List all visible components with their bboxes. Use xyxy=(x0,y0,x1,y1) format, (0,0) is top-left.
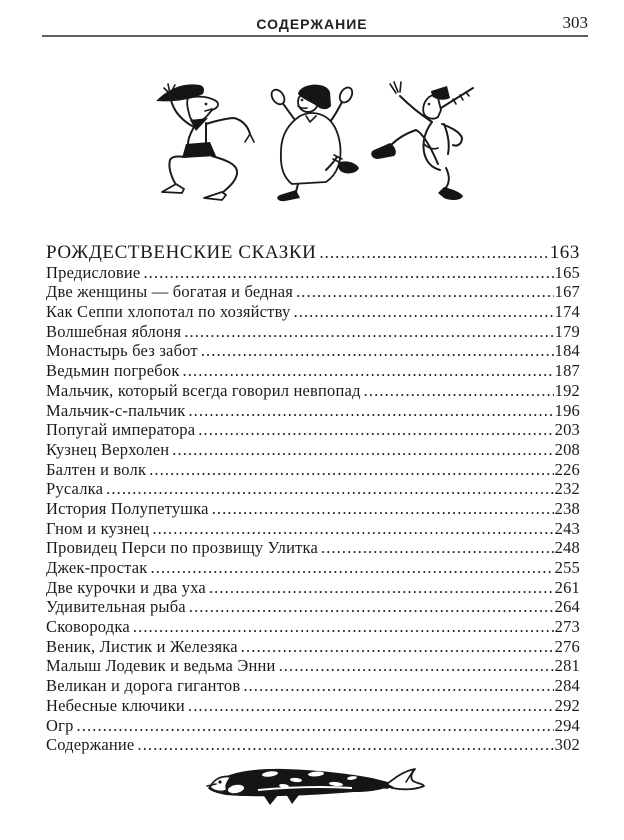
toc-leader-dots xyxy=(319,243,548,263)
toc-entry-title: Попугай императора xyxy=(46,420,196,440)
toc-entry-page: 281 xyxy=(554,656,580,676)
toc-entry-title: Предисловие xyxy=(46,262,141,282)
toc-entry xyxy=(46,696,580,716)
toc-leader-dots xyxy=(151,558,554,578)
toc-entry-page: 238 xyxy=(554,498,580,518)
toc-entry-page: 264 xyxy=(554,597,580,617)
toc-entry-title: Малыш Лодевик и ведьма Энни xyxy=(46,656,276,676)
toc-entry xyxy=(46,381,580,401)
toc-entry-title: Балтен и волк xyxy=(46,459,147,479)
toc-entry-page: 284 xyxy=(554,676,580,696)
toc-entry-page: 208 xyxy=(554,439,580,459)
running-head xyxy=(0,0,624,38)
toc-entry xyxy=(46,499,580,519)
toc-entry-page: 184 xyxy=(554,341,580,361)
toc-leader-dots xyxy=(209,578,554,598)
toc-entry xyxy=(46,538,580,558)
toc-entry-page: 276 xyxy=(554,636,580,656)
dancer-middle xyxy=(269,85,359,201)
toc-entry xyxy=(46,558,580,578)
toc-entry xyxy=(46,401,580,421)
toc-leader-dots xyxy=(188,696,554,716)
dancer-right xyxy=(371,82,473,200)
toc-entry-page: 243 xyxy=(554,518,580,538)
toc-leader-dots xyxy=(189,597,554,617)
toc-entry-page: 167 xyxy=(554,282,580,302)
toc-entry-title: Провидец Перси по прозвищу Улитка xyxy=(46,538,319,558)
toc-leader-dots xyxy=(293,302,553,322)
toc-entry-title: Огр xyxy=(46,715,74,735)
toc-entry xyxy=(46,479,580,499)
toc-entry xyxy=(46,676,580,696)
toc-entry-title: Сковородка xyxy=(46,617,130,637)
toc-entry xyxy=(46,361,580,381)
toc-entry xyxy=(46,440,580,460)
toc-entry-page: 261 xyxy=(554,577,580,597)
toc-entry-title: Великан и дорога гигантов xyxy=(46,676,241,696)
toc-entry-page: 179 xyxy=(554,321,580,341)
toc-entry-page: 292 xyxy=(554,695,580,715)
toc-leader-dots xyxy=(152,519,553,539)
toc-entry-page: 192 xyxy=(554,380,580,400)
toc-entry xyxy=(46,322,580,342)
toc-entry xyxy=(46,735,580,755)
toc-leader-dots xyxy=(133,617,554,637)
toc-entry xyxy=(46,617,580,637)
toc-entry-title: Русалка xyxy=(46,479,104,499)
toc-entry xyxy=(46,519,580,539)
toc-leader-dots xyxy=(77,716,554,736)
toc-entry-title: Мальчик-с-пальчик xyxy=(46,400,186,420)
toc-entry-title: РОЖДЕСТВЕНСКИЕ СКАЗКИ xyxy=(46,242,317,263)
toc-leader-dots xyxy=(279,656,554,676)
toc-entry-page: 232 xyxy=(554,479,580,499)
toc-entry-title: Две женщины — богатая и бедная xyxy=(46,282,294,302)
toc-entry xyxy=(46,341,580,361)
toc-entry xyxy=(46,578,580,598)
toc-entry-title: Удивительная рыба xyxy=(46,597,186,617)
toc-entry-page: 187 xyxy=(554,361,580,381)
toc-leader-dots xyxy=(137,735,553,755)
page-title: СОДЕРЖАНИЕ xyxy=(256,16,368,32)
toc-leader-dots xyxy=(172,440,553,460)
toc-entry-title: Волшебная яблоня xyxy=(46,321,182,341)
toc-leader-dots xyxy=(241,637,554,657)
toc-leader-dots xyxy=(149,460,553,480)
toc-leader-dots xyxy=(184,322,553,342)
toc-entry xyxy=(46,263,580,283)
toc-entry-page: 174 xyxy=(554,302,580,322)
toc-entry-page: 203 xyxy=(554,420,580,440)
toc-entry-title: Кузнец Верхолен xyxy=(46,439,170,459)
toc-entry xyxy=(46,637,580,657)
toc-entry-page: 163 xyxy=(549,242,580,263)
toc-leader-dots xyxy=(106,479,553,499)
dancer-left xyxy=(156,84,254,200)
toc-leader-dots xyxy=(321,538,554,558)
dancers-illustration xyxy=(148,72,478,208)
toc-entry-page: 165 xyxy=(554,262,580,282)
toc-entry-title: Ведьмин погребок xyxy=(46,361,180,381)
toc-entry-page: 248 xyxy=(554,538,580,558)
toc-entry xyxy=(46,420,580,440)
header-rule xyxy=(42,35,588,37)
toc-entry xyxy=(46,302,580,322)
table-of-contents xyxy=(46,243,580,755)
toc-leader-dots xyxy=(212,499,554,519)
toc-entry-title: Две курочки и два уха xyxy=(46,577,206,597)
toc-leader-dots xyxy=(183,361,554,381)
toc-entry-title: История Полупетушка xyxy=(46,498,209,518)
toc-entry-page: 226 xyxy=(554,459,580,479)
toc-entry-title: Гном и кузнец xyxy=(46,518,150,538)
toc-leader-dots xyxy=(243,676,553,696)
toc-leader-dots xyxy=(364,381,554,401)
toc-leader-dots xyxy=(188,401,553,421)
toc-leader-dots xyxy=(198,420,553,440)
toc-entry xyxy=(46,243,580,263)
toc-entry-page: 255 xyxy=(554,558,580,577)
toc-entry-title: Веник, Листик и Железяка xyxy=(46,636,238,656)
toc-entry xyxy=(46,282,580,302)
toc-leader-dots xyxy=(143,263,553,283)
fish-illustration xyxy=(200,762,428,808)
toc-entry-title: Небесные ключики xyxy=(46,695,185,715)
toc-entry-page: 302 xyxy=(554,735,580,755)
toc-entry-title: Как Сеппи хлопотал по хозяйству xyxy=(46,302,291,322)
toc-leader-dots xyxy=(201,341,554,361)
toc-entry-title: Мальчик, который всегда говорил невпопад xyxy=(46,380,361,400)
toc-entry-title: Содержание xyxy=(46,735,135,755)
toc-entry-page: 196 xyxy=(554,400,580,420)
toc-leader-dots xyxy=(296,282,554,302)
toc-entry-page: 294 xyxy=(554,715,580,735)
toc-entry xyxy=(46,597,580,617)
page-number: 303 xyxy=(562,13,588,32)
toc-entry-page: 273 xyxy=(554,617,580,637)
toc-entry xyxy=(46,460,580,480)
toc-entry-title: Джек-простак xyxy=(46,558,148,577)
toc-entry xyxy=(46,656,580,676)
toc-entry xyxy=(46,716,580,736)
toc-entry-title: Монастырь без забот xyxy=(46,341,198,361)
